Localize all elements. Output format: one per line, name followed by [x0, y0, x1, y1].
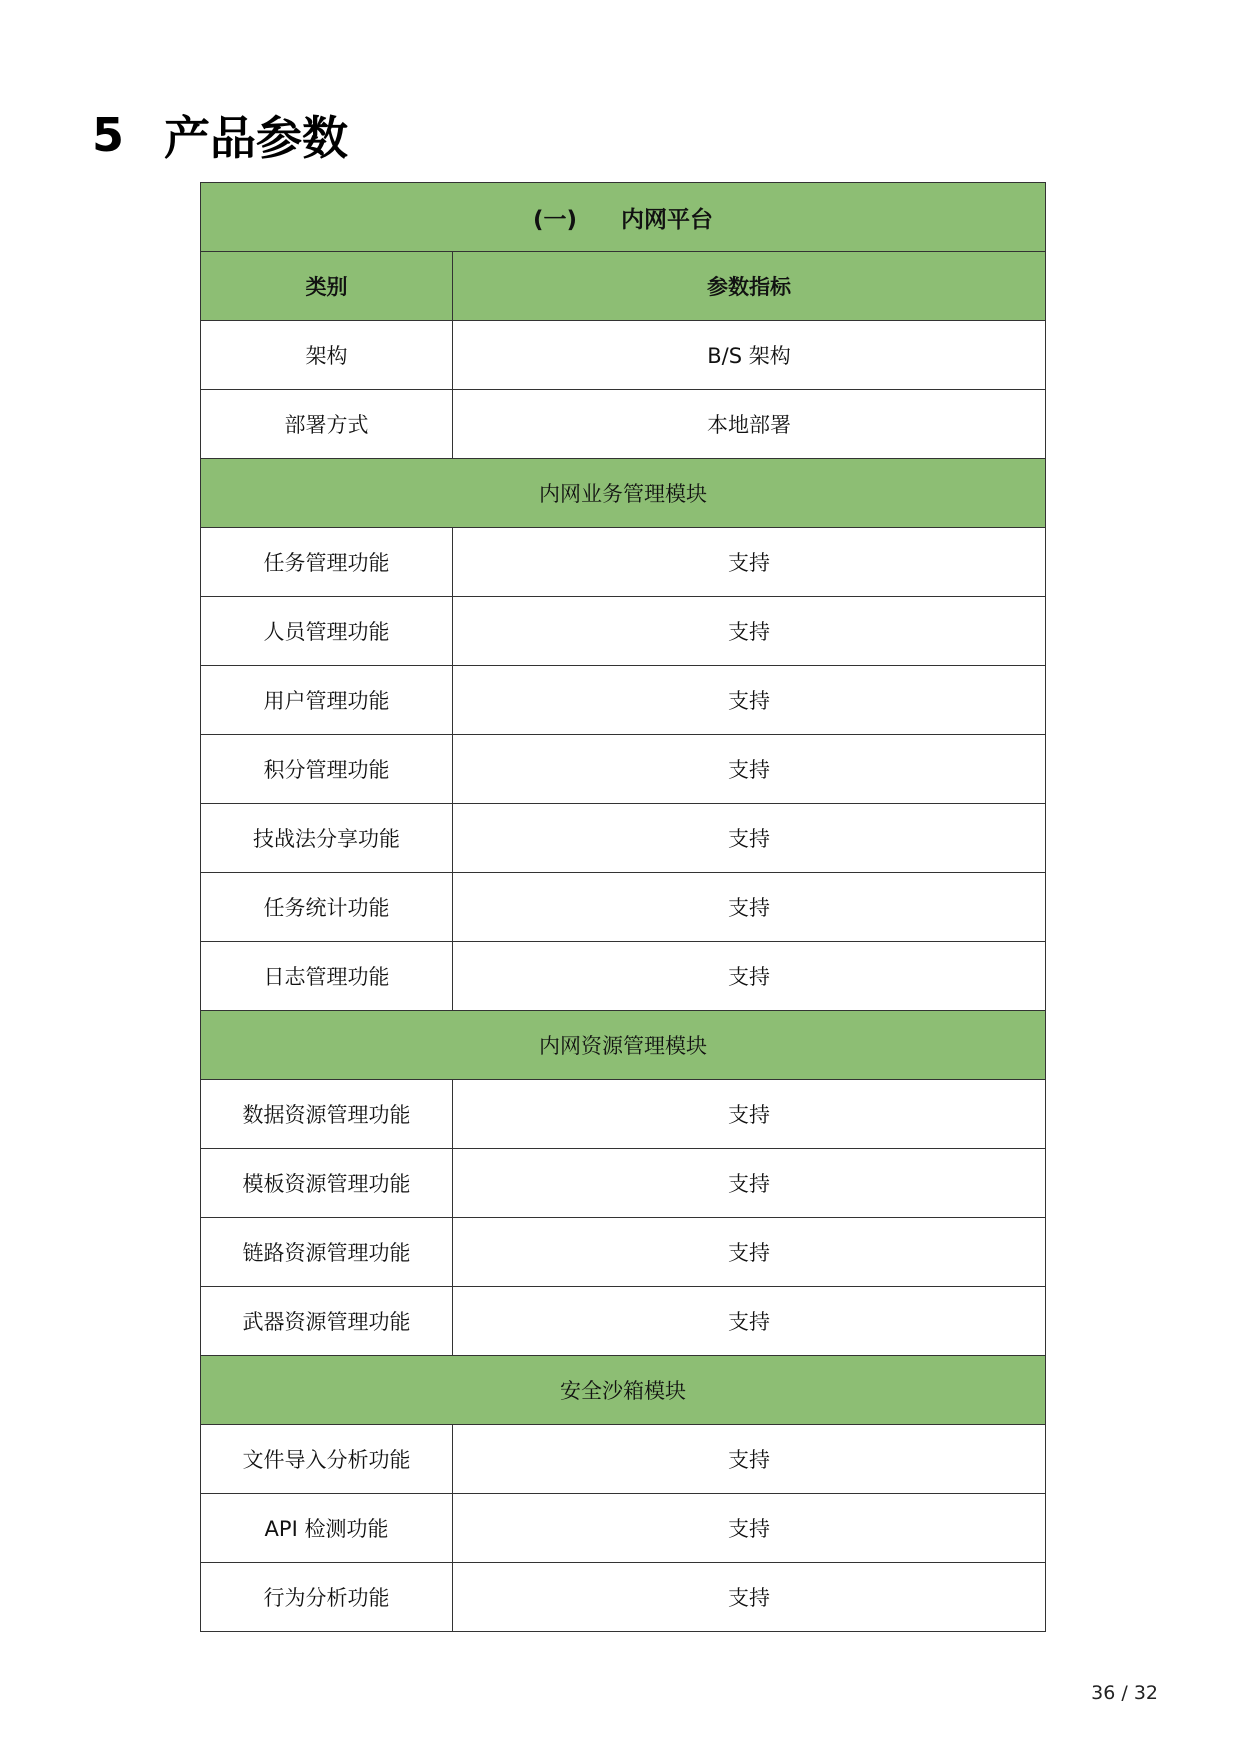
table-section-row	[201, 1356, 1046, 1425]
table-header-row	[201, 252, 1046, 321]
section-label: 安全沙箱模块	[201, 1356, 1046, 1425]
section-title: 产品参数	[164, 111, 348, 165]
section-label: 内网业务管理模块	[201, 459, 1046, 528]
table-row	[201, 1563, 1046, 1632]
parameter-cell: 支持	[453, 1494, 1046, 1563]
category-cell: 部署方式	[201, 390, 453, 459]
parameter-cell: B/S 架构	[453, 321, 1046, 390]
parameter-cell: 支持	[453, 1563, 1046, 1632]
table-section-row	[201, 1011, 1046, 1080]
parameters-table	[200, 182, 1046, 1632]
category-cell: 人员管理功能	[201, 597, 453, 666]
table-row	[201, 528, 1046, 597]
table-row	[201, 873, 1046, 942]
parameter-cell: 本地部署	[453, 390, 1046, 459]
parameter-cell: 支持	[453, 873, 1046, 942]
parameter-cell: 支持	[453, 666, 1046, 735]
category-cell: 模板资源管理功能	[201, 1149, 453, 1218]
parameter-cell: 支持	[453, 1425, 1046, 1494]
table-row	[201, 1218, 1046, 1287]
table-row	[201, 321, 1046, 390]
parameter-cell: 支持	[453, 735, 1046, 804]
table-row	[201, 804, 1046, 873]
table-row	[201, 390, 1046, 459]
table-title-row	[201, 183, 1046, 252]
table-row	[201, 735, 1046, 804]
category-cell: 用户管理功能	[201, 666, 453, 735]
parameter-cell: 支持	[453, 804, 1046, 873]
category-cell: API 检测功能	[201, 1494, 453, 1563]
category-cell: 数据资源管理功能	[201, 1080, 453, 1149]
category-cell: 日志管理功能	[201, 942, 453, 1011]
parameter-cell: 支持	[453, 528, 1046, 597]
table-row	[201, 1425, 1046, 1494]
section-heading	[92, 100, 348, 170]
table-row	[201, 597, 1046, 666]
table-row	[201, 666, 1046, 735]
parameter-cell: 支持	[453, 597, 1046, 666]
section-number: 5	[92, 108, 125, 162]
table-title	[201, 183, 1046, 252]
table-row	[201, 1287, 1046, 1356]
category-cell: 技战法分享功能	[201, 804, 453, 873]
category-cell: 武器资源管理功能	[201, 1287, 453, 1356]
column-header-category: 类别	[201, 252, 453, 321]
category-cell: 行为分析功能	[201, 1563, 453, 1632]
table-row	[201, 1149, 1046, 1218]
table-section-row	[201, 459, 1046, 528]
column-header-parameter: 参数指标	[453, 252, 1046, 321]
category-cell: 任务管理功能	[201, 528, 453, 597]
parameter-cell: 支持	[453, 1218, 1046, 1287]
category-cell: 任务统计功能	[201, 873, 453, 942]
category-cell: 积分管理功能	[201, 735, 453, 804]
page-number: 36 / 32	[1091, 1682, 1158, 1704]
parameter-cell: 支持	[453, 942, 1046, 1011]
table-row	[201, 1494, 1046, 1563]
category-cell: 链路资源管理功能	[201, 1218, 453, 1287]
table-row	[201, 942, 1046, 1011]
category-cell: 文件导入分析功能	[201, 1425, 453, 1494]
table-title-prefix: (一)	[532, 206, 578, 233]
table-title-text: 内网平台	[621, 206, 714, 233]
parameter-cell: 支持	[453, 1287, 1046, 1356]
category-cell: 架构	[201, 321, 453, 390]
parameter-cell: 支持	[453, 1149, 1046, 1218]
parameter-cell: 支持	[453, 1080, 1046, 1149]
table-row	[201, 1080, 1046, 1149]
section-label: 内网资源管理模块	[201, 1011, 1046, 1080]
